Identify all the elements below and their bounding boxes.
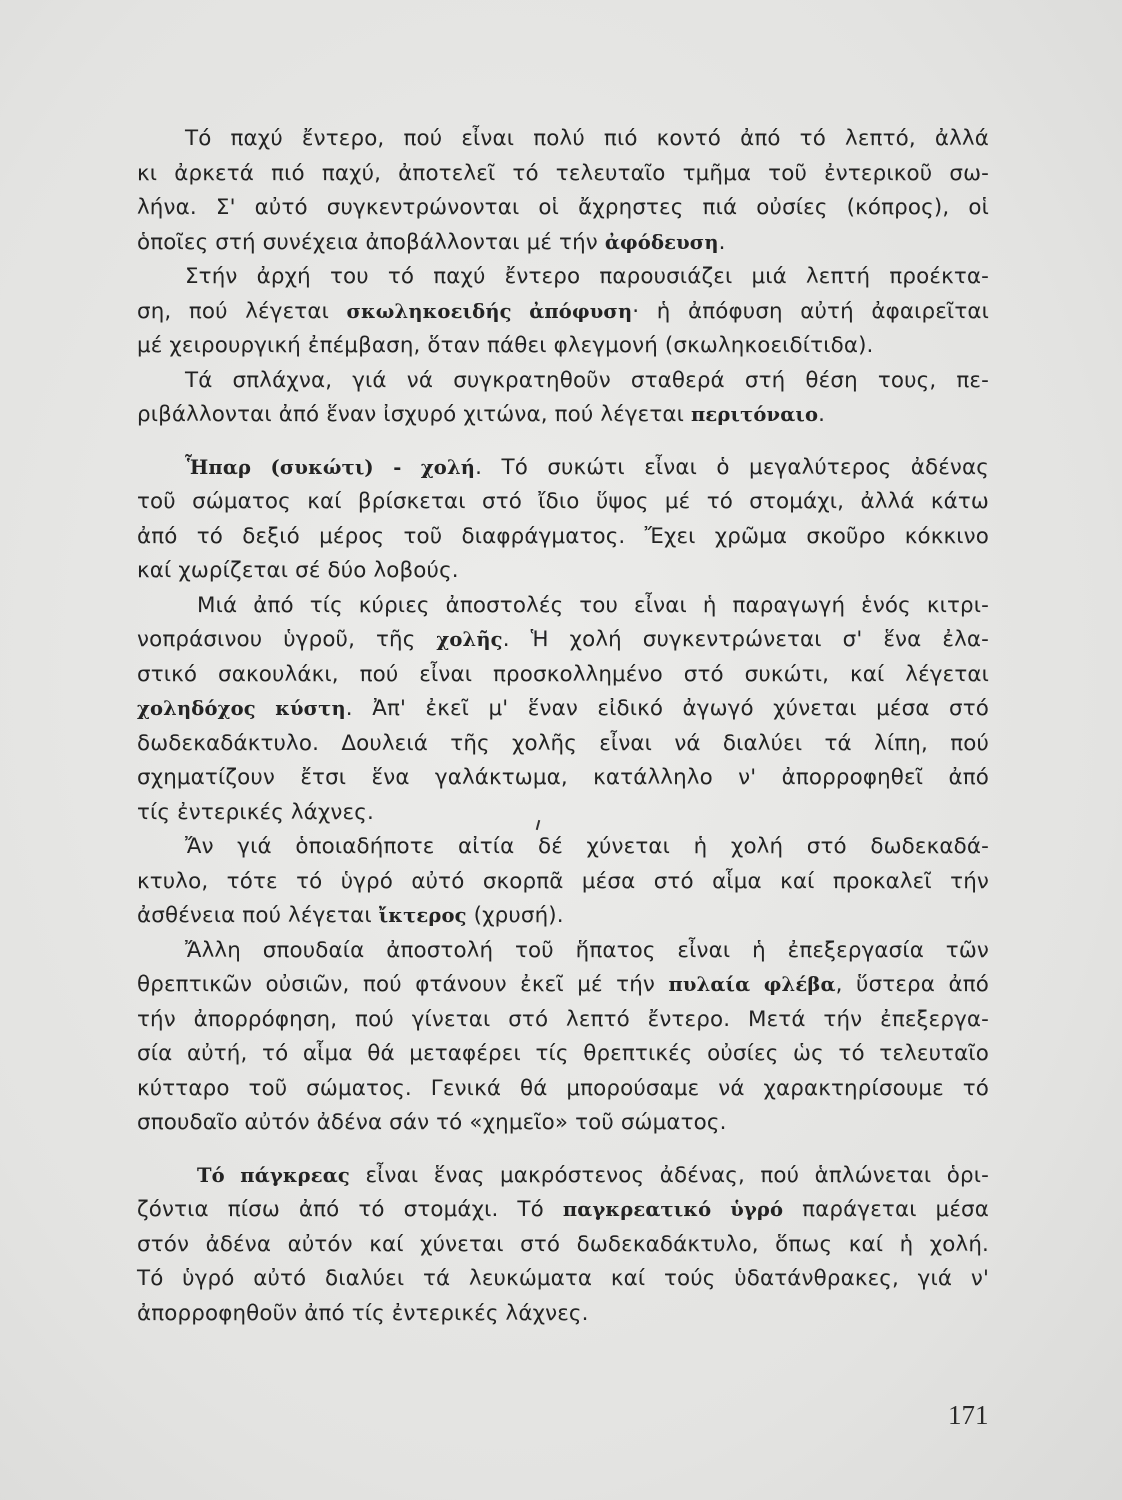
- term-pancreatic-juice: παγκρεατικό ὑγρό: [562, 1198, 784, 1221]
- text-run: ἀσθένεια πού λέγεται: [137, 903, 379, 928]
- text-line: τοῦ σώματος καί βρίσκεται στό ἴδιο ὕψος μέ τό στομάχι, ἀλλά κάτω: [137, 489, 989, 514]
- term-defecation: ἀφόδευση: [604, 230, 719, 254]
- text-run: νοπράσινου ὑγροῦ, τῆς: [137, 627, 437, 652]
- text-run: ριβάλλονται ἀπό ἕναν ἰσχυρό χιτώνα, πού λέγεται: [137, 402, 691, 427]
- text-line: Τά σπλάχνα, γιά νά συγκρατηθοῦν σταθερά στή θέση τους, πε-: [185, 367, 989, 393]
- text-line: Ἄν γιά ὁποιαδήποτε αἰτία δέ χύνεται ἡ χολή στό δωδεκαδά-: [185, 834, 989, 859]
- text-run: ση, πού λέγεται: [137, 298, 347, 324]
- text-run: (χρυσή).: [466, 903, 564, 928]
- paragraph-peritoneum: [137, 364, 989, 433]
- text-line: σπουδαῖο αὐτόν ἀδένα σάν τό «χημεῖο» τοῦ σώματος.: [137, 1110, 727, 1135]
- term-appendix: σκωληκοειδής ἀπόφυση: [346, 299, 633, 323]
- text-line: καί χωρίζεται σέ δύο λοβούς.: [137, 558, 459, 583]
- text-line: [137, 623, 989, 658]
- text-run: ζόντια πίσω ἀπό τό στομάχι. Τό: [137, 1197, 563, 1222]
- text-run: .: [718, 229, 726, 255]
- term-bile: χολῆς: [436, 628, 503, 651]
- text-line: ἀπορροφηθοῦν ἀπό τίς ἐντερικές λάχνες.: [137, 1300, 589, 1326]
- paragraph-gap: [137, 433, 989, 451]
- text-line: κτυλο, τότε τό ὑγρό αὐτό σκορπᾶ μέσα στό αἷμα καί προκαλεῖ τήν: [137, 868, 989, 894]
- text-line: [137, 398, 989, 433]
- paragraph-liver: [137, 451, 989, 589]
- term-peritoneum: περιτόναιο: [691, 403, 819, 426]
- body-text: [137, 122, 989, 1331]
- text-line: τίς ἐντερικές λάχνες.: [137, 799, 374, 825]
- text-line: Στήν ἀρχή του τό παχύ ἔντερο παρουσιάζει μιά λεπτή προέκτα-: [185, 264, 989, 289]
- text-run: παράγεται μέσα: [783, 1197, 989, 1222]
- page-number: 171: [948, 1400, 989, 1430]
- text-line: μέ χειρουργική ἐπέμβαση, ὅταν πάθει φλεγμονή (σκωληκοειδίτιδα).: [137, 333, 874, 358]
- text-run: , ὕστερα ἀπό: [835, 972, 989, 997]
- heading-liver-bile: Ἧπαρ (συκώτι) - χολή: [185, 455, 476, 479]
- text-run: . Τό συκώτι εἶναι ὁ μεγαλύτερος ἀδένας: [475, 454, 989, 480]
- text-run: .: [818, 402, 826, 427]
- term-portal-vein: πυλαία φλέβα: [668, 973, 836, 996]
- paragraph-gap: [137, 1141, 989, 1159]
- text-line: [137, 226, 989, 261]
- text-line: κύτταρο τοῦ σώματος. Γενικά θά μπορούσαμε νά χαρακτηρίσουμε τό: [137, 1075, 989, 1101]
- text-line: [137, 451, 989, 486]
- text-line: κι ἀρκετά πιό παχύ, ἀποτελεῖ τό τελευταῖο τμῆμα τοῦ ἐντερικοῦ σω-: [137, 160, 989, 186]
- text-run: · ἡ ἀπόφυση αὐτή ἀφαιρεῖται: [632, 298, 989, 324]
- text-run: ὁποῖες στή συνέχεια ἀποβάλλονται μέ τήν: [137, 229, 605, 255]
- text-line: Μιά ἀπό τίς κύριες ἀποστολές του εἶναι ἡ παραγωγή ἑνός κιτρι-: [197, 592, 989, 618]
- text-line: Ἄλλη σπουδαία ἀποστολή τοῦ ἥπατος εἶναι ἡ ἐπεξεργασία τῶν: [185, 937, 989, 963]
- text-run: . Ἡ χολή συγκεντρώνεται σ' ἕνα ἐλα-: [502, 627, 989, 652]
- text-line: Τό ὑγρό αὐτό διαλύει τά λευκώματα καί τούς ὑδατάνθρακες, γιά ν': [137, 1266, 989, 1291]
- text-line: ἀπό τό δεξιό μέρος τοῦ διαφράγματος. Ἔχει χρῶμα σκοῦρο κόκκινο: [137, 523, 989, 549]
- text-run: . Ἀπ' ἐκεῖ μ' ἕναν εἰδικό ἀγωγό χύνεται μέσα στό: [345, 696, 990, 721]
- text-line: Τό παχύ ἔντερο, πού εἶναι πολύ πιό κοντό ἀπό τό λεπτό, ἀλλά: [185, 126, 989, 151]
- text-line: [137, 692, 989, 727]
- text-line: [137, 1159, 989, 1194]
- text-line: [137, 295, 989, 330]
- text-line: [137, 899, 989, 934]
- text-line: [137, 968, 989, 1003]
- text-line: στόν ἀδένα αὐτόν καί χύνεται στό δωδεκαδάκτυλο, ὅπως καί ἡ χολή.: [137, 1231, 989, 1257]
- text-line: τήν ἀπορρόφηση, πού γίνεται στό λεπτό ἔντερο. Μετά τήν ἐπεξεργα-: [137, 1006, 989, 1032]
- paragraph-large-intestine: [137, 122, 989, 260]
- paragraph-appendix: [137, 260, 989, 364]
- paragraph-liver-processing: [137, 934, 989, 1141]
- paragraph-bile: [137, 589, 989, 831]
- text-line: [137, 1193, 989, 1228]
- text-line: στικό σακουλάκι, πού εἶναι προσκολλημένο στό συκώτι, καί λέγεται: [137, 661, 989, 687]
- text-run: θρεπτικῶν οὐσιῶν, πού φτάνουν ἐκεῖ μέ τήν: [137, 972, 669, 997]
- heading-pancreas: Τό πάγκρεας: [197, 1163, 350, 1187]
- text-run: εἶναι ἕνας μακρόστενος ἀδένας, πού ἁπλώνεται ὁρι-: [349, 1162, 989, 1188]
- text-line: δωδεκαδάκτυλο. Δουλειά τῆς χολῆς εἶναι νά διαλύει τά λίπη, πού: [137, 730, 989, 756]
- text-line: σία αὐτή, τό αἷμα θά μεταφέρει τίς θρεπτικές οὐσίες ὡς τό τελευταῖο: [137, 1041, 989, 1066]
- text-line: σχηματίζουν ἔτσι ἕνα γαλάκτωμα, κατάλληλο ν' ἀπορροφηθεῖ ἀπό: [137, 765, 989, 790]
- term-gallbladder: χοληδόχος κύστη: [137, 697, 346, 720]
- paragraph-jaundice: [137, 830, 989, 934]
- text-line: λήνα. Σ' αὐτό συγκεντρώνονται οἱ ἄχρηστες πιά οὐσίες (κόπρος), οἱ: [137, 195, 989, 220]
- paragraph-pancreas: [137, 1159, 989, 1332]
- term-jaundice: ἴκτερος: [378, 904, 467, 927]
